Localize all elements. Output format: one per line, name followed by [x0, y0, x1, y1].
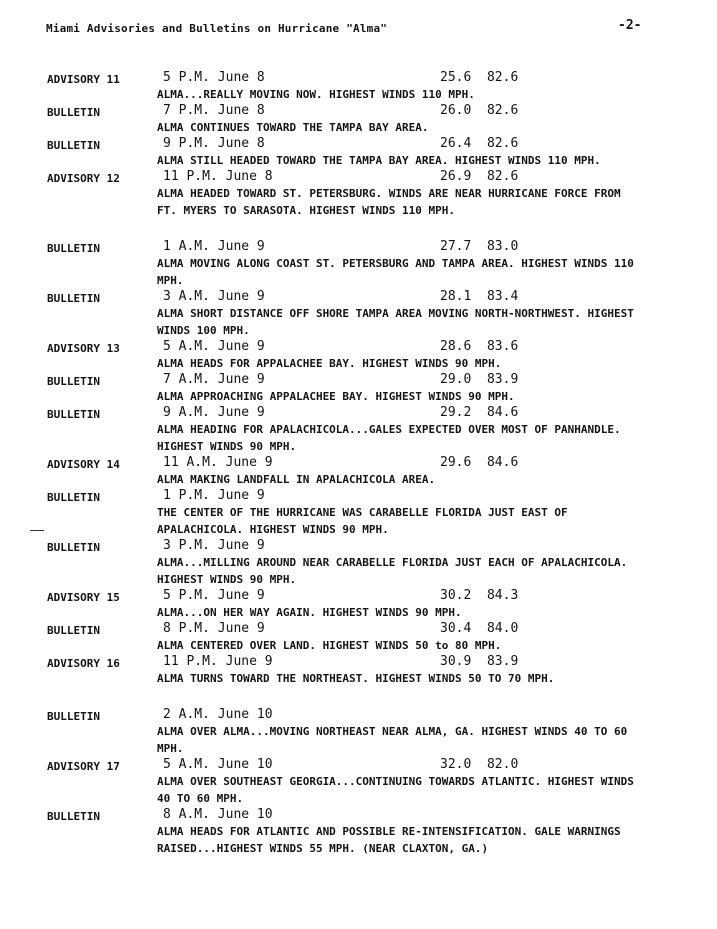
entry-text: ALMA APPROACHING APPALACHEE BAY. HIGHEST WINDS 90 MPH.	[157, 390, 515, 403]
entry-time-line	[163, 654, 717, 670]
entry-type: ADVISORY 14	[47, 458, 120, 471]
entry-text: ALMA HEADS FOR ATLANTIC AND POSSIBLE RE-INTENSIFICATION. GALE WARNINGS RAISED...HIGHEST WINDS 55 MPH. (NEAR CLAXTON, GA.)	[157, 825, 621, 855]
entry-type: ADVISORY 16	[47, 657, 120, 670]
entry-time: 8 A.M. June 10	[163, 807, 273, 822]
entry-type: BULLETIN	[47, 810, 100, 823]
entry-time-line	[163, 70, 717, 86]
entry-type: ADVISORY 17	[47, 760, 120, 773]
entry-time-line	[163, 169, 717, 185]
entry-time: 5 A.M. June 9	[163, 339, 265, 354]
advisory-entry	[0, 588, 717, 621]
entry-time-line	[163, 103, 717, 119]
entry-time-line	[163, 707, 717, 723]
entry-text: ALMA MOVING ALONG COAST ST. PETERSBURG AND TAMPA AREA. HIGHEST WINDS 110 MPH.	[157, 257, 634, 287]
advisory-entry	[0, 239, 717, 289]
entry-text: ALMA...ON HER WAY AGAIN. HIGHEST WINDS 90 MPH.	[157, 606, 462, 619]
entry-time: 7 P.M. June 8	[163, 103, 265, 118]
advisory-entry	[0, 707, 717, 757]
entry-text: ALMA SHORT DISTANCE OFF SHORE TAMPA AREA MOVING NORTH-NORTHWEST. HIGHEST WINDS 100 MPH.	[157, 307, 634, 337]
entry-type: ADVISORY 15	[47, 591, 120, 604]
advisory-entry	[0, 136, 717, 169]
section-gap	[0, 219, 717, 239]
entry-type: BULLETIN	[47, 710, 100, 723]
advisory-entry	[0, 405, 717, 455]
entry-type: BULLETIN	[47, 139, 100, 152]
entry-time: 3 P.M. June 9	[163, 538, 265, 553]
entry-coordinates: 30.9 83.9	[440, 654, 519, 669]
entry-time-line	[163, 538, 717, 554]
entry-text: ALMA HEADED TOWARD ST. PETERSBURG. WINDS ARE NEAR HURRICANE FORCE FROM FT. MYERS TO SARASOTA. HIGHEST WINDS 110 MPH.	[157, 187, 621, 217]
entry-coordinates: 29.2 84.6	[440, 405, 519, 420]
advisory-entry	[0, 654, 717, 687]
entry-text: ALMA TURNS TOWARD THE NORTHEAST. HIGHEST WINDS 50 TO 70 MPH.	[157, 672, 555, 685]
entry-type: BULLETIN	[47, 541, 100, 554]
entry-type: BULLETIN	[47, 491, 100, 504]
advisory-list	[0, 70, 717, 857]
entry-time: 5 A.M. June 10	[163, 757, 273, 772]
entry-time: 1 A.M. June 9	[163, 239, 265, 254]
entry-coordinates: 28.6 83.6	[440, 339, 519, 354]
entry-text: ALMA...MILLING AROUND NEAR CARABELLE FLORIDA JUST EACH OF APALACHICOLA. HIGHEST WINDS 90 MPH.	[157, 556, 628, 586]
page-number: -2-	[618, 18, 642, 33]
entry-coordinates: 30.2 84.3	[440, 588, 519, 603]
entry-time: 1 P.M. June 9	[163, 488, 265, 503]
advisory-entry	[0, 488, 717, 538]
entry-time-line	[163, 488, 717, 504]
entry-text: ALMA OVER SOUTHEAST GEORGIA...CONTINUING TOWARDS ATLANTIC. HIGHEST WINDS 40 TO 60 MPH.	[157, 775, 634, 805]
entry-time-line	[163, 339, 717, 355]
entry-text: ALMA MAKING LANDFALL IN APALACHICOLA AREA.	[157, 473, 436, 486]
entry-time-line	[163, 588, 717, 604]
advisory-entry	[0, 757, 717, 807]
entry-time: 8 P.M. June 9	[163, 621, 265, 636]
entry-coordinates: 26.9 82.6	[440, 169, 519, 184]
entry-time-line	[163, 372, 717, 388]
entry-text: ALMA STILL HEADED TOWARD THE TAMPA BAY AREA. HIGHEST WINDS 110 MPH.	[157, 154, 601, 167]
entry-coordinates: 26.0 82.6	[440, 103, 519, 118]
entry-time: 9 P.M. June 8	[163, 136, 265, 151]
entry-time: 9 A.M. June 9	[163, 405, 265, 420]
entry-coordinates: 25.6 82.6	[440, 70, 519, 85]
entry-time-line	[163, 621, 717, 637]
entry-time-line	[163, 757, 717, 773]
entry-time-line	[163, 136, 717, 152]
entry-time: 11 P.M. June 8	[163, 169, 273, 184]
entry-time: 11 A.M. June 9	[163, 455, 273, 470]
entry-type: BULLETIN	[47, 408, 100, 421]
advisory-entry	[0, 103, 717, 136]
entry-time-line	[163, 807, 717, 823]
entry-coordinates: 30.4 84.0	[440, 621, 519, 636]
entry-type: ADVISORY 12	[47, 172, 120, 185]
advisory-entry	[0, 455, 717, 488]
section-gap	[0, 687, 717, 707]
entry-time-line	[163, 289, 717, 305]
entry-coordinates: 32.0 82.0	[440, 757, 519, 772]
entry-text: ALMA...REALLY MOVING NOW. HIGHEST WINDS 110 MPH.	[157, 88, 475, 101]
entry-text: ALMA HEADS FOR APPALACHEE BAY. HIGHEST WINDS 90 MPH.	[157, 357, 502, 370]
entry-time-line	[163, 239, 717, 255]
entry-coordinates: 29.0 83.9	[440, 372, 519, 387]
entry-time: 2 A.M. June 10	[163, 707, 273, 722]
entry-text: ALMA OVER ALMA...MOVING NORTHEAST NEAR ALMA, GA. HIGHEST WINDS 40 TO 60 MPH.	[157, 725, 628, 755]
entry-time: 5 P.M. June 9	[163, 588, 265, 603]
advisory-entry	[0, 289, 717, 339]
entry-type: ADVISORY 13	[47, 342, 120, 355]
entry-type: ADVISORY 11	[47, 73, 120, 86]
advisory-entry	[0, 339, 717, 372]
entry-type: BULLETIN	[47, 292, 100, 305]
entry-time: 3 A.M. June 9	[163, 289, 265, 304]
entry-time-line	[163, 405, 717, 421]
entry-time: 7 A.M. June 9	[163, 372, 265, 387]
entry-text: THE CENTER OF THE HURRICANE WAS CARABELLE FLORIDA JUST EAST OF APALACHICOLA. HIGHEST WINDS 90 MPH.	[157, 506, 568, 536]
entry-time: 11 P.M. June 9	[163, 654, 273, 669]
advisory-entry	[0, 372, 717, 405]
entry-type: BULLETIN	[47, 106, 100, 119]
entry-type: BULLETIN	[47, 242, 100, 255]
entry-text: ALMA HEADING FOR APALACHICOLA...GALES EXPECTED OVER MOST OF PANHANDLE. HIGHEST WINDS 90 MPH.	[157, 423, 621, 453]
entry-type: BULLETIN	[47, 624, 100, 637]
advisory-entry	[0, 621, 717, 654]
advisory-entry	[0, 538, 717, 588]
entry-type: BULLETIN	[47, 375, 100, 388]
document-title: Miami Advisories and Bulletins on Hurricane "Alma"	[46, 22, 388, 35]
entry-time-line	[163, 455, 717, 471]
entry-text: ALMA CENTERED OVER LAND. HIGHEST WINDS 50 to 80 MPH.	[157, 639, 502, 652]
advisory-entry	[0, 807, 717, 857]
entry-coordinates: 26.4 82.6	[440, 136, 519, 151]
advisory-entry	[0, 70, 717, 103]
entry-coordinates: 28.1 83.4	[440, 289, 519, 304]
advisory-entry	[0, 169, 717, 219]
entry-coordinates: 29.6 84.6	[440, 455, 519, 470]
entry-text: ALMA CONTINUES TOWARD THE TAMPA BAY AREA.	[157, 121, 429, 134]
entry-coordinates: 27.7 83.0	[440, 239, 519, 254]
entry-time: 5 P.M. June 8	[163, 70, 265, 85]
